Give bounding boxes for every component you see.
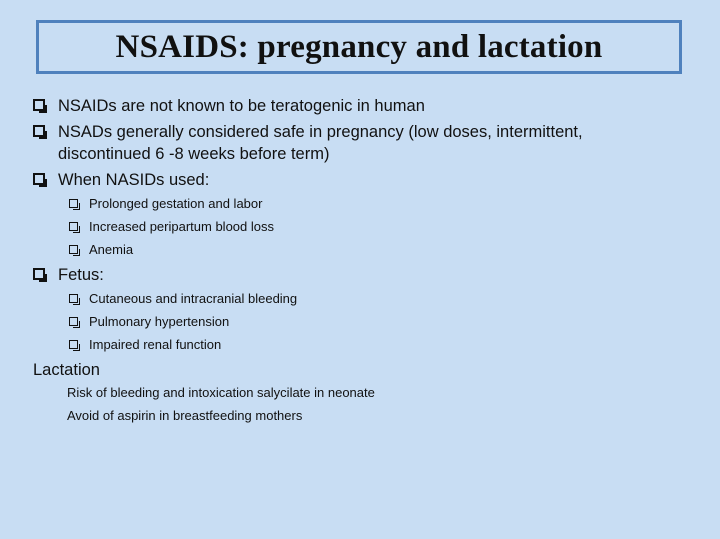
bullet-4-text: Fetus: xyxy=(58,266,104,284)
subbullet-4-2-text: Pulmonary hypertension xyxy=(89,314,230,329)
bullet-1-text: NSAIDs are not known to be teratogenic in human xyxy=(58,97,425,115)
bullet-4 xyxy=(33,264,693,286)
checkbox-bullet-icon xyxy=(33,268,45,280)
subbullet-4-3-text: Impaired renal function xyxy=(89,337,222,352)
checkbox-bullet-icon xyxy=(33,125,45,137)
bullet-3 xyxy=(33,169,693,191)
checkbox-bullet-icon xyxy=(69,317,78,326)
subbullet-4-2 xyxy=(69,313,693,331)
checkbox-bullet-icon xyxy=(69,294,78,303)
subbullet-3-1 xyxy=(69,195,693,213)
subbullet-4-1 xyxy=(69,290,693,308)
slide-content xyxy=(33,95,693,430)
bullet-2-line-2: discontinued 6 -8 weeks before term) xyxy=(58,145,330,163)
bullet-2-line-1: NSADs generally considered safe in pregnancy (low doses, intermittent, xyxy=(58,123,583,141)
title-box xyxy=(36,20,682,74)
lactation-item-1: Risk of bleeding and intoxication salycilate in neonate xyxy=(67,385,375,400)
checkbox-bullet-icon xyxy=(69,340,78,349)
subbullet-3-3 xyxy=(69,241,693,259)
subbullet-3-3-text: Anemia xyxy=(89,242,134,257)
checkbox-bullet-icon xyxy=(69,222,78,231)
checkbox-bullet-icon xyxy=(33,173,45,185)
bullet-3-text: When NASIDs used: xyxy=(58,171,210,189)
checkbox-bullet-icon xyxy=(69,199,78,208)
subbullet-4-1-text: Cutaneous and intracranial bleeding xyxy=(89,291,298,306)
slide-title: NSAIDS: pregnancy and lactation xyxy=(115,28,603,65)
lactation-heading: Lactation xyxy=(33,361,100,379)
subbullet-4-3 xyxy=(69,336,693,354)
lactation-item-2: Avoid of aspirin in breastfeeding mothers xyxy=(67,408,303,423)
bullet-1 xyxy=(33,95,693,117)
bullet-2 xyxy=(33,121,693,165)
subbullet-3-2-text: Increased peripartum blood loss xyxy=(89,219,274,234)
checkbox-bullet-icon xyxy=(33,99,45,111)
subbullet-3-2 xyxy=(69,218,693,236)
bullet-2-text xyxy=(58,121,583,165)
checkbox-bullet-icon xyxy=(69,245,78,254)
subbullet-3-1-text: Prolonged gestation and labor xyxy=(89,196,263,211)
